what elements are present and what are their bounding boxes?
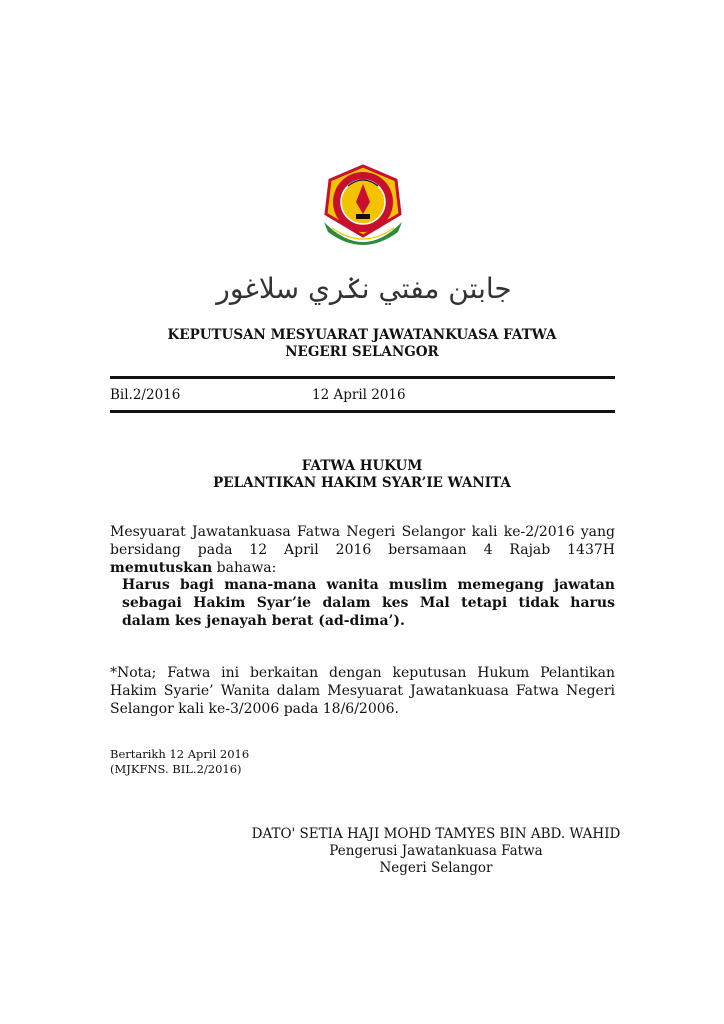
heading-line-1: KEPUTUSAN MESYUARAT JAWATANKUASA FATWA bbox=[167, 327, 557, 343]
intro-text: Mesyuarat Jawatankuasa Fatwa Negeri Selangor kali ke-2/2016 yang bersidang pada 12 April 2016 bersamaan 4 Rajab 1437H bbox=[110, 524, 615, 558]
signatory-name: DATO' SETIA HAJI MOHD TAMYES BIN ABD. WAHID bbox=[251, 826, 621, 842]
bil-number: Bil.2/2016 bbox=[110, 387, 181, 403]
dated-line: Bertarikh 12 April 2016 bbox=[110, 747, 250, 761]
note-paragraph: *Nota; Fatwa ini berkaitan dengan keputusan Hukum Pelantikan Hakim Syarie’ Wanita dalam Mesyuarat Jawatankuasa Fatwa Negeri Selangor kali ke-3/2006 pada 18/6/2006. bbox=[110, 665, 615, 717]
top-divider bbox=[110, 376, 615, 379]
ruling-paragraph: Harus bagi mana-mana wanita muslim memegang jawatan sebagai Hakim Syar’ie dalam kes Mal tetapi tidak harus dalam kes jenayah berat (ad-dima’). bbox=[122, 577, 615, 629]
calligraphy-text: جابتن مفتي نݢري سلاغور bbox=[216, 272, 512, 305]
reference-number: (MJKFNS. BIL.2/2016) bbox=[110, 762, 242, 776]
intro-bold: memutuskan bbox=[110, 560, 213, 576]
reference-date: 12 April 2016 bbox=[312, 387, 406, 403]
bottom-divider bbox=[110, 410, 615, 413]
fatwa-title-line-1: FATWA HUKUM bbox=[301, 458, 423, 474]
heading-line-2: NEGERI SELANGOR bbox=[285, 344, 439, 360]
mufti-selangor-emblem-icon bbox=[318, 162, 408, 258]
intro-paragraph bbox=[110, 523, 615, 577]
arabic-calligraphy bbox=[216, 266, 512, 310]
fatwa-title-line-2: PELANTIKAN HAKIM SYAR’IE WANITA bbox=[213, 475, 511, 491]
signatory-position: Pengerusi Jawatankuasa Fatwa bbox=[329, 843, 543, 859]
signatory-state: Negeri Selangor bbox=[379, 860, 493, 876]
intro-text-end: bahawa: bbox=[212, 560, 277, 576]
